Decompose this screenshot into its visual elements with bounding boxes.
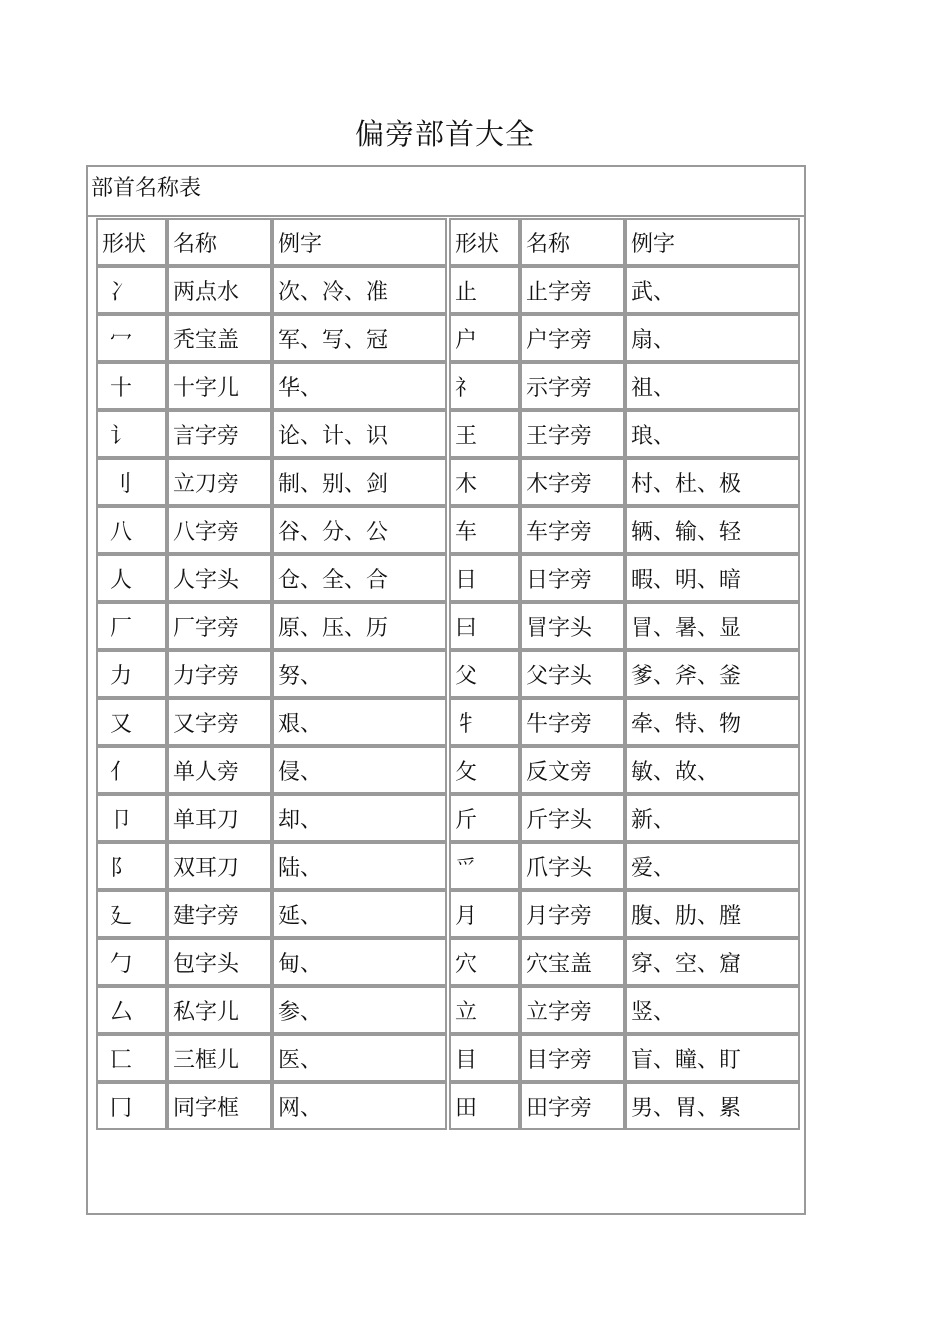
table-header-row — [449, 218, 800, 266]
radical-name-cell: 木字旁 — [520, 458, 625, 506]
table-row — [449, 554, 800, 602]
radical-shape-cell: 斤 — [449, 794, 520, 842]
radical-name-cell: 父字头 — [520, 650, 625, 698]
radical-shape-cell: 户 — [449, 314, 520, 362]
radical-shape-cell: 礻 — [449, 362, 520, 410]
example-chars-cell: 甸、 — [272, 938, 447, 986]
example-chars-cell: 暇、明、暗 — [625, 554, 800, 602]
example-chars-cell: 陆、 — [272, 842, 447, 890]
radical-shape-cell: 攵 — [449, 746, 520, 794]
radical-shape-cell: 阝 — [96, 842, 167, 890]
example-chars-cell: 谷、分、公 — [272, 506, 447, 554]
example-chars-cell: 盲、瞳、盯 — [625, 1034, 800, 1082]
radical-shape-cell: 止 — [449, 266, 520, 314]
example-chars-cell: 论、计、识 — [272, 410, 447, 458]
example-chars-cell: 敏、故、 — [625, 746, 800, 794]
example-chars-cell: 腹、肋、膛 — [625, 890, 800, 938]
example-chars-cell: 侵、 — [272, 746, 447, 794]
table-row — [449, 842, 800, 890]
table-row — [96, 314, 447, 362]
table-row — [96, 842, 447, 890]
radical-shape-cell: 八 — [96, 506, 167, 554]
table-row — [449, 602, 800, 650]
table-row — [96, 1034, 447, 1082]
example-chars-cell: 次、冷、准 — [272, 266, 447, 314]
radical-name-cell: 三框儿 — [167, 1034, 272, 1082]
header-name: 名称 — [520, 218, 625, 266]
radical-shape-cell: 十 — [96, 362, 167, 410]
table-row — [96, 506, 447, 554]
radical-shape-cell: 曰 — [449, 602, 520, 650]
table-row — [449, 1082, 800, 1130]
radical-name-cell: 人字头 — [167, 554, 272, 602]
table-row — [449, 1034, 800, 1082]
example-chars-cell: 努、 — [272, 650, 447, 698]
example-chars-cell: 男、胃、累 — [625, 1082, 800, 1130]
radical-name-cell: 两点水 — [167, 266, 272, 314]
radical-name-cell: 户字旁 — [520, 314, 625, 362]
radical-shape-cell: 牜 — [449, 698, 520, 746]
radical-name-cell: 包字头 — [167, 938, 272, 986]
radical-shape-cell: 亻 — [96, 746, 167, 794]
header-shape: 形状 — [449, 218, 520, 266]
table-row — [96, 698, 447, 746]
example-chars-cell: 参、 — [272, 986, 447, 1034]
radical-shape-cell: 日 — [449, 554, 520, 602]
radical-name-cell: 私字儿 — [167, 986, 272, 1034]
radical-name-cell: 穴宝盖 — [520, 938, 625, 986]
example-chars-cell: 却、 — [272, 794, 447, 842]
table-row — [96, 410, 447, 458]
radical-name-cell: 秃宝盖 — [167, 314, 272, 362]
table-row — [449, 938, 800, 986]
table-row — [96, 746, 447, 794]
example-chars-cell: 仓、全、合 — [272, 554, 447, 602]
page-title: 偏旁部首大全 — [354, 117, 535, 151]
radical-name-cell: 反文旁 — [520, 746, 625, 794]
table-row — [96, 266, 447, 314]
example-chars-cell: 军、写、冠 — [272, 314, 447, 362]
radical-shape-cell: 父 — [449, 650, 520, 698]
table-row — [449, 890, 800, 938]
table-row — [449, 746, 800, 794]
header-name: 名称 — [167, 218, 272, 266]
example-chars-cell: 医、 — [272, 1034, 447, 1082]
radical-shape-cell: 厂 — [96, 602, 167, 650]
radical-shape-cell: 木 — [449, 458, 520, 506]
radical-name-cell: 同字框 — [167, 1082, 272, 1130]
radical-name-cell: 十字儿 — [167, 362, 272, 410]
example-chars-cell: 村、杜、极 — [625, 458, 800, 506]
header-examples: 例字 — [625, 218, 800, 266]
radical-name-cell: 厂字旁 — [167, 602, 272, 650]
table-row — [449, 794, 800, 842]
right-radical-table — [449, 218, 800, 1130]
radical-name-cell: 止字旁 — [520, 266, 625, 314]
table-row — [96, 794, 447, 842]
example-chars-cell: 琅、 — [625, 410, 800, 458]
radical-name-cell: 日字旁 — [520, 554, 625, 602]
radical-name-cell: 示字旁 — [520, 362, 625, 410]
radical-shape-cell: 冂 — [96, 1082, 167, 1130]
radical-name-cell: 双耳刀 — [167, 842, 272, 890]
radical-shape-cell: 穴 — [449, 938, 520, 986]
radical-name-cell: 车字旁 — [520, 506, 625, 554]
radical-shape-cell: 讠 — [96, 410, 167, 458]
radical-shape-cell: 力 — [96, 650, 167, 698]
radical-name-cell: 立刀旁 — [167, 458, 272, 506]
example-chars-cell: 艰、 — [272, 698, 447, 746]
radical-shape-cell: 王 — [449, 410, 520, 458]
table-row — [449, 266, 800, 314]
table-row — [96, 602, 447, 650]
example-chars-cell: 牵、特、物 — [625, 698, 800, 746]
header-examples: 例字 — [272, 218, 447, 266]
radical-name-cell: 立字旁 — [520, 986, 625, 1034]
example-chars-cell: 新、 — [625, 794, 800, 842]
radical-name-cell: 力字旁 — [167, 650, 272, 698]
radical-shape-cell: 匸 — [96, 1034, 167, 1082]
example-chars-cell: 扇、 — [625, 314, 800, 362]
example-chars-cell: 爱、 — [625, 842, 800, 890]
table-row — [449, 362, 800, 410]
radical-name-cell: 建字旁 — [167, 890, 272, 938]
radical-shape-cell: 卩 — [96, 794, 167, 842]
radical-shape-cell: 刂 — [96, 458, 167, 506]
radical-name-cell: 单人旁 — [167, 746, 272, 794]
example-chars-cell: 华、 — [272, 362, 447, 410]
table-row — [96, 554, 447, 602]
radical-shape-cell: 廴 — [96, 890, 167, 938]
radical-name-cell: 月字旁 — [520, 890, 625, 938]
radical-shape-cell: 田 — [449, 1082, 520, 1130]
radical-shape-cell: 车 — [449, 506, 520, 554]
radical-name-cell: 目字旁 — [520, 1034, 625, 1082]
table-row — [96, 938, 447, 986]
table-row — [96, 1082, 447, 1130]
example-chars-cell: 辆、输、轻 — [625, 506, 800, 554]
table-row — [449, 698, 800, 746]
table-row — [449, 506, 800, 554]
radical-name-cell: 又字旁 — [167, 698, 272, 746]
radical-shape-cell: 厶 — [96, 986, 167, 1034]
table-row — [449, 458, 800, 506]
radical-shape-cell: 勹 — [96, 938, 167, 986]
radical-name-cell: 牛字旁 — [520, 698, 625, 746]
left-radical-table — [96, 218, 447, 1130]
radical-name-cell: 冒字头 — [520, 602, 625, 650]
radical-shape-cell: 立 — [449, 986, 520, 1034]
radical-shape-cell: 目 — [449, 1034, 520, 1082]
radical-name-cell: 斤字头 — [520, 794, 625, 842]
radical-shape-cell: 月 — [449, 890, 520, 938]
radical-name-cell: 言字旁 — [167, 410, 272, 458]
example-chars-cell: 竖、 — [625, 986, 800, 1034]
radical-name-cell: 田字旁 — [520, 1082, 625, 1130]
header-shape: 形状 — [96, 218, 167, 266]
radical-name-cell: 单耳刀 — [167, 794, 272, 842]
radical-name-cell: 王字旁 — [520, 410, 625, 458]
table-caption: 部首名称表 — [88, 167, 804, 217]
example-chars-cell: 祖、 — [625, 362, 800, 410]
radical-name-cell: 八字旁 — [167, 506, 272, 554]
example-chars-cell: 原、压、历 — [272, 602, 447, 650]
example-chars-cell: 制、别、剑 — [272, 458, 447, 506]
table-row — [96, 458, 447, 506]
radical-name-table — [86, 165, 806, 1215]
example-chars-cell: 冒、暑、显 — [625, 602, 800, 650]
radical-shape-cell: 人 — [96, 554, 167, 602]
radical-name-cell: 爪字头 — [520, 842, 625, 890]
table-row — [449, 410, 800, 458]
radical-shape-cell: 又 — [96, 698, 167, 746]
table-row — [96, 986, 447, 1034]
table-header-row — [96, 218, 447, 266]
example-chars-cell: 穿、空、窟 — [625, 938, 800, 986]
radical-shape-cell: 爫 — [449, 842, 520, 890]
table-row — [449, 314, 800, 362]
table-row — [449, 986, 800, 1034]
radical-shape-cell: 冖 — [96, 314, 167, 362]
table-row — [449, 650, 800, 698]
example-chars-cell: 网、 — [272, 1082, 447, 1130]
table-row — [96, 890, 447, 938]
table-row — [96, 362, 447, 410]
example-chars-cell: 武、 — [625, 266, 800, 314]
table-row — [96, 650, 447, 698]
example-chars-cell: 爹、斧、釜 — [625, 650, 800, 698]
example-chars-cell: 延、 — [272, 890, 447, 938]
radical-shape-cell: 冫 — [96, 266, 167, 314]
